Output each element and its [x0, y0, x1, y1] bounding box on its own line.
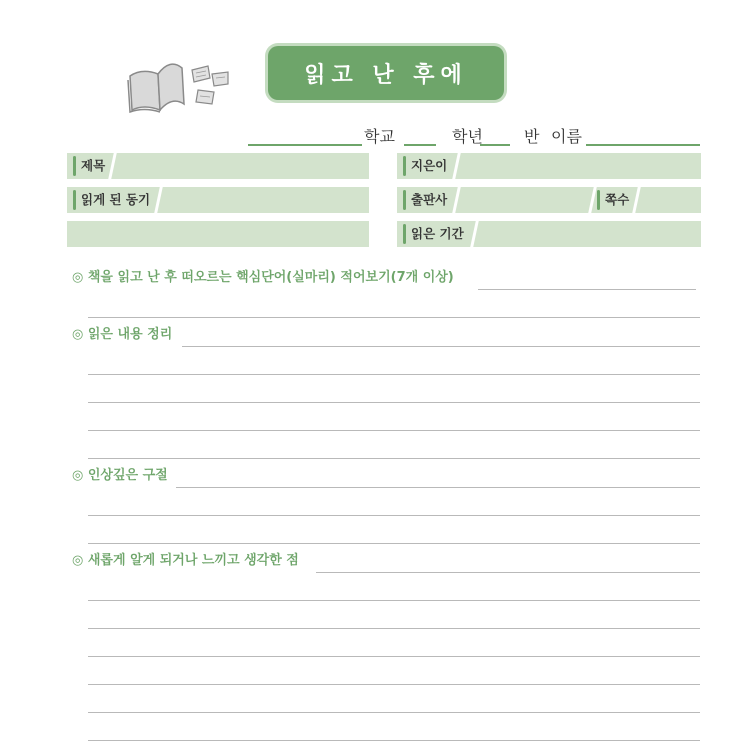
writing-line[interactable] [316, 572, 700, 573]
writing-line[interactable] [88, 684, 700, 685]
writing-line[interactable] [88, 458, 700, 459]
pages-field-label: 쪽수 [597, 187, 629, 213]
writing-line[interactable] [88, 515, 700, 516]
writing-line[interactable] [478, 289, 696, 290]
author-field[interactable] [397, 153, 701, 179]
extra-field[interactable] [67, 221, 369, 247]
publisher-field-label: 출판사 [403, 187, 447, 213]
quote-heading: ◎ 인상깊은 구절 [72, 468, 168, 483]
writing-line[interactable] [182, 346, 700, 347]
flying-pages-icon [192, 66, 228, 104]
writing-line[interactable] [88, 712, 700, 713]
school-blank[interactable] [248, 144, 362, 146]
writing-line[interactable] [88, 317, 700, 318]
period-field[interactable] [397, 221, 701, 247]
name-label: 이름 [551, 127, 582, 146]
motive-field-label: 읽게 된 동기 [73, 187, 150, 213]
thoughts-heading: ◎ 새롭게 알게 되거나 느끼고 생각한 점 [72, 553, 299, 568]
writing-line[interactable] [88, 628, 700, 629]
writing-line[interactable] [88, 600, 700, 601]
grade-blank[interactable] [404, 144, 436, 146]
student-info-line [248, 124, 700, 148]
class-label: 반 [524, 127, 540, 146]
writing-line[interactable] [88, 740, 700, 741]
title-field[interactable] [67, 153, 369, 179]
motive-field[interactable] [67, 187, 369, 213]
grade-label: 학년 [452, 127, 483, 146]
author-field-label: 지은이 [403, 153, 447, 179]
page-title: 읽고 난 후에 [268, 46, 504, 100]
title-field-label: 제목 [73, 153, 105, 179]
class-blank[interactable] [480, 144, 510, 146]
writing-line[interactable] [88, 543, 700, 544]
writing-line[interactable] [88, 374, 700, 375]
writing-line[interactable] [88, 430, 700, 431]
keywords-heading: ◎ 책을 읽고 난 후 떠오르는 핵심단어(실마리) 적어보기(7개 이상) [72, 270, 454, 285]
name-blank[interactable] [586, 144, 700, 146]
summary-heading: ◎ 읽은 내용 정리 [72, 327, 173, 342]
open-book-icon [124, 52, 236, 116]
school-label: 학교 [364, 127, 395, 146]
writing-line[interactable] [88, 402, 700, 403]
period-field-label: 읽은 기간 [403, 221, 464, 247]
publisher-field[interactable] [397, 187, 701, 213]
writing-line[interactable] [176, 487, 700, 488]
writing-line[interactable] [88, 656, 700, 657]
